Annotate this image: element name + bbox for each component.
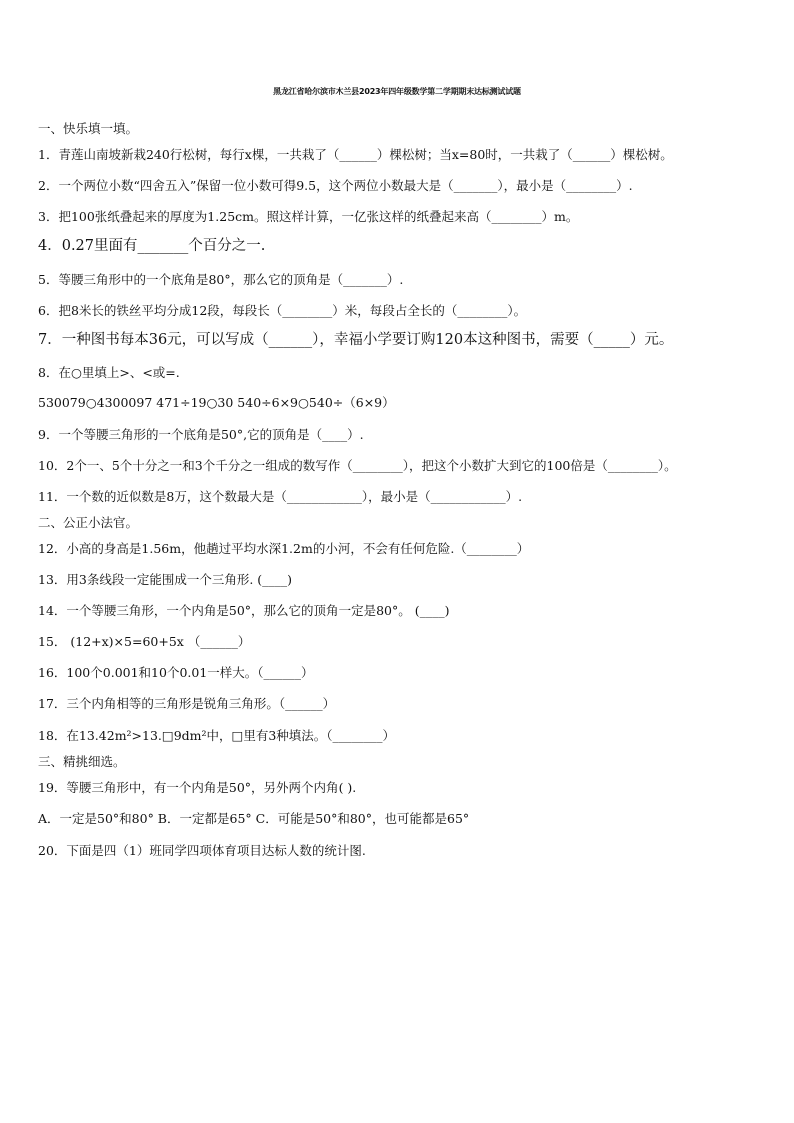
question-15: 15． (12+x)×5=60+5x （______）	[38, 634, 251, 649]
exam-title: 黑龙江省哈尔滨市木兰县2023年四年级数学第二学期期末达标测试试题	[273, 87, 521, 96]
section-heading-fill-in: 一、快乐填一填。	[38, 121, 139, 136]
question-9: 9．一个等腰三角形的一个底角是50°,它的顶角是（____）.	[38, 427, 364, 442]
question-16: 16．100个0.001和10个0.01一样大。（______）	[38, 665, 314, 680]
question-17: 17．三个内角相等的三角形是锐角三角形。（______）	[38, 696, 336, 711]
question-1: 1．青莲山南坡新栽240行松树，每行x棵，一共栽了（______）棵松树；当x=80时，一共栽了（______）棵松树。	[38, 147, 673, 162]
question-18: 18．在13.42m²>13.□9dm²中，□里有3种填法。（________）	[38, 728, 396, 743]
question-2: 2．一个两位小数“四舍五入”保留一位小数可得9.5，这个两位小数最大是（_______），最小是（________）.	[38, 178, 633, 193]
question-11: 11．一个数的近似数是8万，这个数最大是（____________），最小是（____________）.	[38, 489, 523, 504]
question-14: 14．一个等腰三角形，一个内角是50°，那么它的顶角一定是80°。 (____)	[38, 603, 450, 618]
question-3: 3．把100张纸叠起来的厚度为1.25cm。照这样计算，一亿张这样的纸叠起来高（________）m。	[38, 209, 579, 224]
section-heading-multiple-choice: 三、精挑细选。	[38, 754, 126, 769]
question-7: 7．一种图书每本36元，可以写成（______），幸福小学要订购120本这种图书，需要（_____）元。	[38, 332, 674, 348]
question-20: 20．下面是四（1）班同学四项体育项目达标人数的统计图.	[38, 843, 366, 858]
question-8: 8．在○里填上>、<或=.	[38, 365, 180, 380]
question-5: 5．等腰三角形中的一个底角是80°，那么它的顶角是（_______）.	[38, 272, 404, 287]
question-13: 13．用3条线段一定能围成一个三角形. (____)	[38, 572, 293, 587]
question-19-options: A．一定是50°和80° B．一定都是65° C．可能是50°和80°，也可能都是65°	[38, 811, 470, 826]
question-6: 6．把8米长的铁丝平均分成12段，每段长（________）米，每段占全长的（________）。	[38, 303, 527, 318]
question-8-items: 530079○4300097 471÷19○30 540÷6×9○540÷（6×9）	[38, 395, 395, 410]
question-10: 10．2个一、5个十分之一和3个千分之一组成的数写作（________），把这个小数扩大到它的100倍是（________）。	[38, 458, 677, 473]
section-heading-true-false: 二、公正小法官。	[38, 515, 139, 530]
question-4: 4．0.27里面有_______个百分之一.	[38, 238, 266, 254]
question-12: 12．小高的身高是1.56m，他趟过平均水深1.2m的小河，不会有任何危险.（________）	[38, 541, 530, 556]
question-19: 19．等腰三角形中，有一个内角是50°，另外两个内角( ).	[38, 780, 357, 795]
